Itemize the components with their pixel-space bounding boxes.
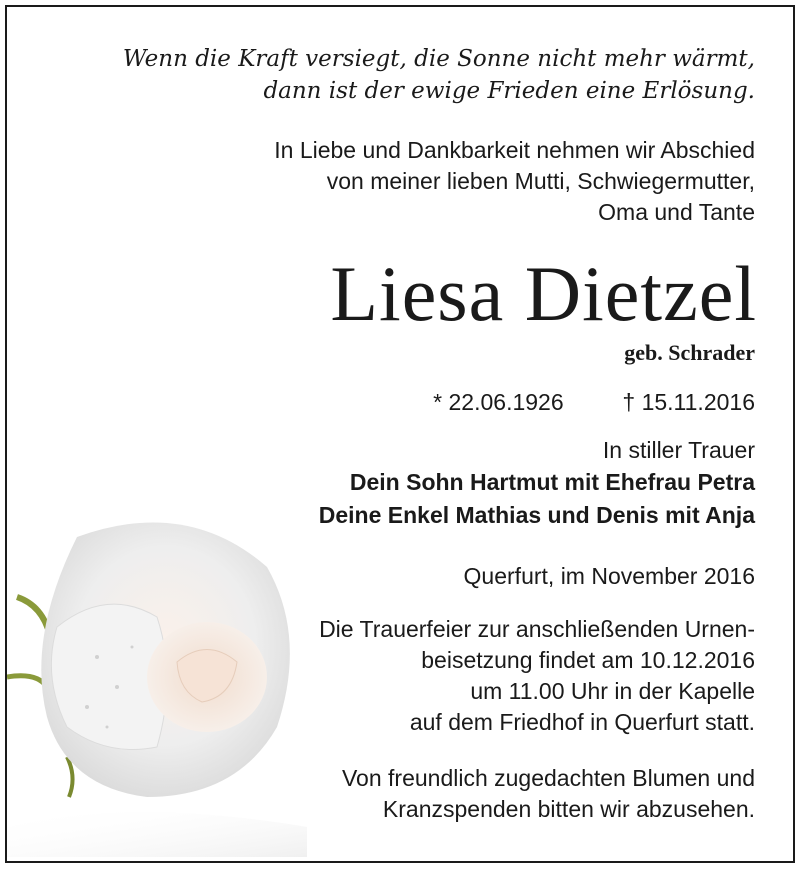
ceremony-line: Die Trauerfeier zur anschließenden Urnen-: [319, 616, 755, 642]
place-date: Querfurt, im November 2016: [463, 563, 755, 589]
life-dates: [433, 387, 755, 418]
obituary-notice: [5, 5, 795, 863]
death-date: † 15.11.2016: [622, 389, 755, 415]
mourners-list: [319, 466, 755, 532]
quote-line: dann ist der ewige Frieden eine Erlösung.: [263, 78, 755, 104]
intro-line: In Liebe und Dankbarkeit nehmen wir Abschied: [274, 137, 755, 163]
quote-line: Wenn die Kraft versiegt, die Sonne nicht mehr wärmt,: [122, 46, 755, 72]
maiden-name: geb. Schrader: [624, 340, 755, 365]
ceremony-line: beisetzung findet am 10.12.2016: [421, 647, 755, 673]
request-line: Von freundlich zugedachten Blumen und: [341, 765, 755, 791]
ceremony-text: [319, 614, 755, 738]
deceased-name: Liesa Dietzel: [330, 250, 757, 337]
mourner-line: Deine Enkel Mathias und Denis mit Anja: [318, 502, 755, 528]
mourners-heading: In stiller Trauer: [602, 437, 755, 463]
request-line: Kranzspenden bitten wir abzusehen.: [382, 796, 755, 822]
intro-text: [274, 135, 755, 228]
ceremony-line: um 11.00 Uhr in der Kapelle: [470, 678, 755, 704]
white-rose-image: [7, 497, 327, 857]
epitaph-quote: [123, 43, 755, 107]
ceremony-line: auf dem Friedhof in Querfurt statt.: [409, 709, 755, 735]
birth-date: * 22.06.1926: [433, 389, 564, 415]
intro-line: Oma und Tante: [598, 199, 755, 225]
mourner-line: Dein Sohn Hartmut mit Ehefrau Petra: [349, 469, 755, 495]
intro-line: von meiner lieben Mutti, Schwiegermutter,: [326, 168, 755, 194]
flowers-request: [342, 763, 755, 825]
